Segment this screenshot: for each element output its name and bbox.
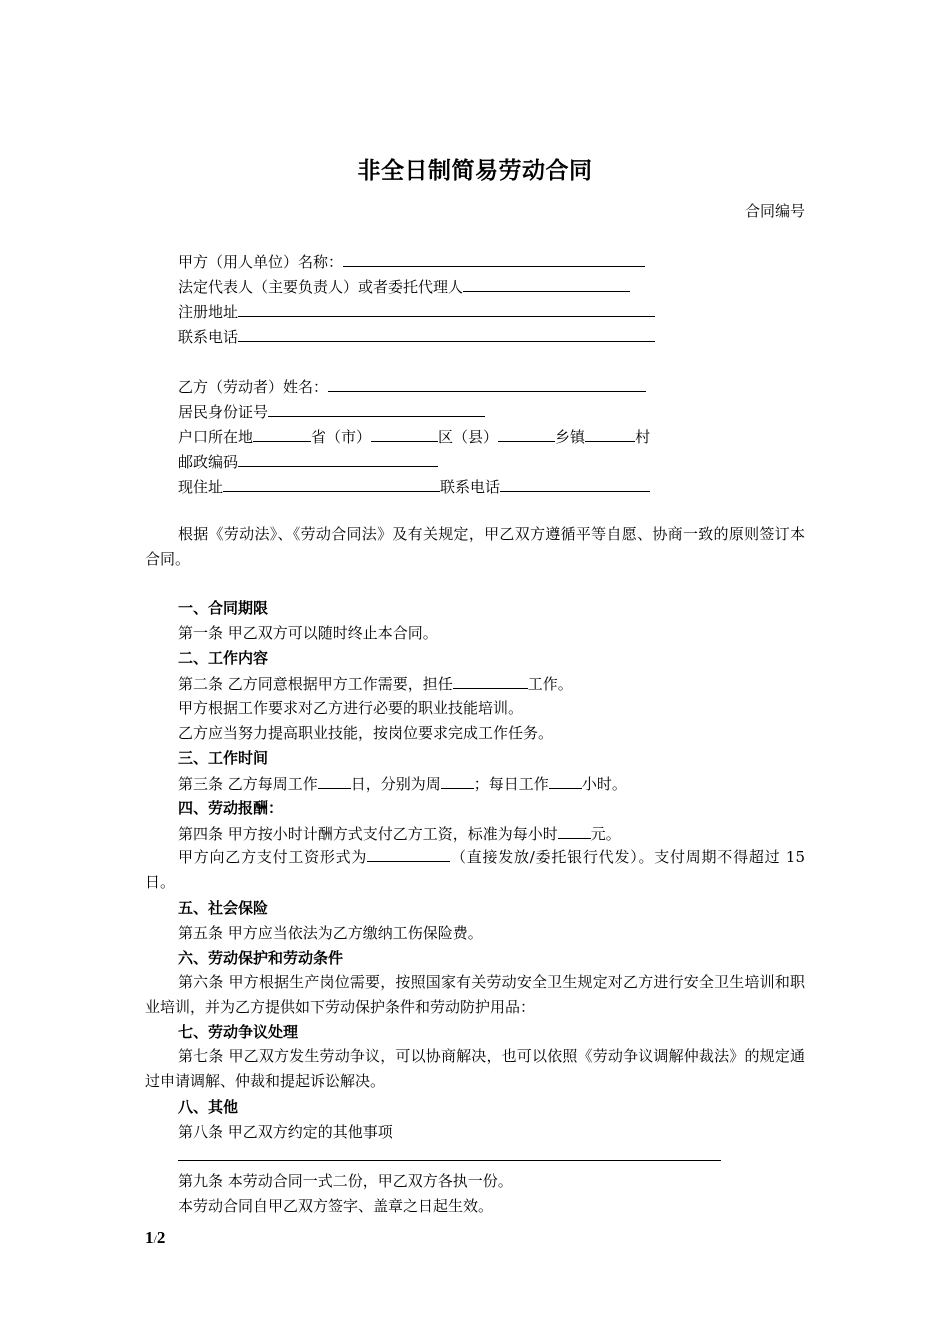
party-a-name-line	[178, 251, 645, 272]
party-a-rep-label: 法定代表人（主要负责人）或者委托代理人	[178, 278, 464, 296]
party-b-phone-label: 联系电话	[440, 478, 501, 496]
page-number	[145, 1228, 165, 1248]
article-4-text: 第四条 甲方按小时计酬方式支付乙方工资，标准为每小时	[178, 825, 558, 843]
article-2	[178, 673, 573, 694]
effective-clause: 本劳动合同自甲乙双方签字、盖章之日起生效。	[178, 1197, 494, 1215]
party-a-rep-line	[178, 276, 630, 297]
article-3-mid2: ；每日工作	[473, 775, 549, 793]
days-per-week-blank	[318, 773, 351, 789]
page-current: 1	[145, 1228, 154, 1247]
party-b-hukou-line	[178, 426, 650, 447]
article-3-text: 第三条 乙方每周工作	[178, 775, 318, 793]
section-3-heading: 三、工作时间	[178, 749, 269, 767]
party-b-address-blank	[223, 476, 440, 492]
article-2-text: 第二条 乙方同意根据甲方工作需要，担任	[178, 675, 453, 693]
party-b-name-line	[178, 376, 646, 397]
party-b-postcode-label: 邮政编码	[178, 453, 239, 471]
hukou-village-label: 村	[635, 428, 651, 446]
hours-per-day-blank	[549, 773, 582, 789]
hourly-rate-blank	[558, 823, 591, 839]
page-total: 2	[156, 1228, 166, 1247]
party-b-id-label: 居民身份证号	[178, 403, 269, 421]
party-b-name-blank	[328, 376, 646, 392]
party-a-phone-label: 联系电话	[178, 328, 239, 346]
preamble: 根据《劳动法》、《劳动合同法》及有关规定，甲乙双方遵循平等自愿、协商一致的原则签订本合同。	[145, 525, 805, 568]
document-title: 非全日制简易劳动合同	[357, 158, 593, 184]
party-a-address-label: 注册地址	[178, 303, 239, 321]
hukou-town-blank	[498, 426, 555, 442]
party-b-postcode-blank	[238, 451, 438, 467]
party-a-phone-blank	[238, 326, 655, 342]
hukou-village-blank	[585, 426, 635, 442]
hukou-district-label: 区（县）	[438, 428, 499, 446]
party-b-address-line	[178, 476, 650, 497]
party-a-rep-blank	[463, 276, 630, 292]
section-5-heading: 五、社会保险	[178, 899, 269, 917]
hukou-province-label: 省（市）	[311, 428, 372, 446]
hukou-district-blank	[371, 426, 438, 442]
section-2-heading: 二、工作内容	[178, 649, 269, 667]
article-2-suffix: 工作。	[527, 675, 573, 693]
party-b-id-blank	[268, 401, 485, 417]
other-matters-blank-line	[178, 1160, 721, 1161]
party-b-id-line	[178, 401, 485, 422]
section-8-heading: 八、其他	[178, 1098, 239, 1116]
article-7: 第七条 甲乙双方发生劳动争议，可以协商解决，也可以依照《劳动争议调解仲裁法》的规定通过申请调解、仲裁和提起诉讼解决。	[145, 1047, 805, 1090]
party-a-phone-line	[178, 326, 655, 347]
article-4-suffix: 元。	[590, 825, 621, 843]
section-1-heading: 一、合同期限	[178, 599, 269, 617]
job-title-blank	[453, 673, 528, 689]
party-b-postcode-line	[178, 451, 438, 472]
article-3-mid1: 日，分别为周	[350, 775, 441, 793]
party-b-name-label: 乙方（劳动者）姓名：	[178, 378, 329, 396]
article-3-suffix: 小时。	[581, 775, 627, 793]
article-5: 第五条 甲方应当依法为乙方缴纳工伤保险费。	[178, 924, 483, 942]
page-separator: /	[153, 1232, 157, 1246]
contract-number-label: 合同编号	[744, 202, 805, 220]
party-a-address-blank	[238, 301, 655, 317]
party-a-address-line	[178, 301, 655, 322]
payment-form-blank	[367, 846, 450, 862]
hukou-province-blank	[253, 426, 311, 442]
article-8: 第八条 甲乙双方约定的其他事项	[178, 1123, 393, 1141]
party-b-address-label: 现住址	[178, 478, 224, 496]
article-4	[178, 823, 621, 844]
article-1: 第一条 甲乙双方可以随时终止本合同。	[178, 624, 438, 642]
article-9: 第九条 本劳动合同一式二份，甲乙双方各执一份。	[178, 1172, 513, 1190]
section-7-heading: 七、劳动争议处理	[178, 1023, 299, 1041]
party-b-hukou-label: 户口所在地	[178, 428, 254, 446]
party-a-name-label: 甲方（用人单位）名称：	[178, 253, 344, 271]
article-3	[178, 773, 627, 794]
payment-form-suffix: （直接发放/委托银行代发）。支付周期不得超过 15 日。	[145, 848, 805, 891]
weekdays-blank	[441, 773, 474, 789]
section-6-heading: 六、劳动保护和劳动条件	[178, 949, 344, 967]
article-4-payment	[145, 845, 805, 895]
payment-form-text: 甲方向乙方支付工资形式为	[178, 848, 368, 866]
hukou-town-label: 乡镇	[555, 428, 586, 446]
article-6: 第六条 甲方根据生产岗位需要，按照国家有关劳动安全卫生规定对乙方进行安全卫生培训和职业培训，并为乙方提供如下劳动保护条件和劳动防护用品：	[145, 973, 805, 1016]
article-2-training: 甲方根据工作要求对乙方进行必要的职业技能培训。	[178, 699, 524, 717]
party-a-name-blank	[343, 251, 645, 267]
party-b-phone-blank	[500, 476, 650, 492]
section-4-heading: 四、劳动报酬：	[178, 799, 284, 817]
article-2-duty: 乙方应当努力提高职业技能，按岗位要求完成工作任务。	[178, 724, 554, 742]
